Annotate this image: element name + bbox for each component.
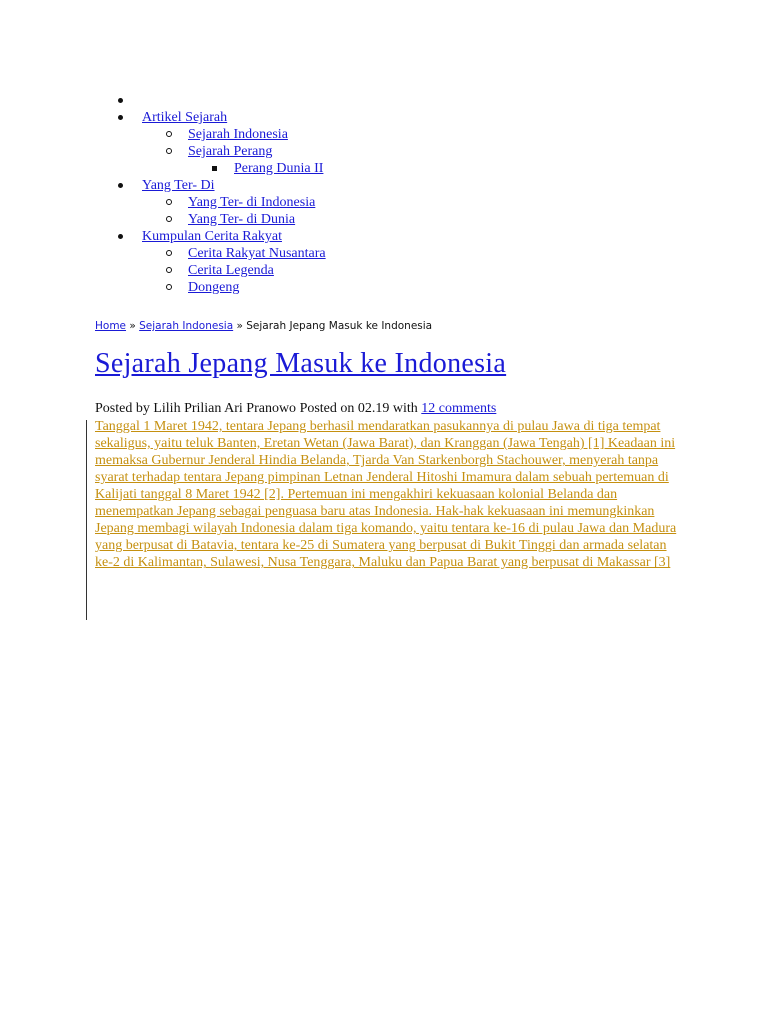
- nav-link-yang-ter-di-dunia[interactable]: Yang Ter- di Dunia: [188, 212, 296, 227]
- posted-by-label: Posted by: [95, 401, 150, 416]
- with-label: with: [392, 401, 418, 416]
- nav-link-sejarah-indonesia[interactable]: Sejarah Indonesia: [188, 127, 288, 142]
- nav-link-yang-ter-di[interactable]: Yang Ter- Di: [142, 178, 215, 193]
- breadcrumb-separator: »: [236, 320, 243, 332]
- nav-subitem: [188, 126, 760, 143]
- page-title: [95, 348, 506, 380]
- breadcrumb-category-link[interactable]: Sejarah Indonesia: [139, 320, 234, 332]
- article-body-link[interactable]: Tanggal 1 Maret 1942, tentara Jepang berhasil mendaratkan pasukannya di pulau Jawa di tiga tempat sekaligus, yaitu teluk Banten, Eretan Wetan (Jawa Barat), dan Kranggan (Jawa Tengah) [1] Keadaan ini memaksa Gubernur Jenderal Hindia Belanda, Tjarda Van Starkenborgh Stachouwer, menyerah tanpa syarat terhadap tentara Jepang pimpinan Letnan Jenderal Hitoshi Imamura dalam sebuah pertemuan di Kalijati tanggal 8 Maret 1942 [2]. Pertemuan ini mengakhiri kekuasaan kolonial Belanda dan menempatkan Jepang sebagai penguasa baru atas Indonesia. Hak-hak kekuasaan ini memungkinkan Jepang membagi wilayah Indonesia dalam tiga komando, yaitu tentara ke-16 di pulau Jawa dan Madura yang berpusat di Batavia, tentara ke-25 di Sumatera yang berpusat di Bukit Tinggi dan armada selatan ke-2 di Kalimantan, Sulawesi, Nusa Tenggara, Maluku dan Papua Barat yang berpusat di Makassar [3]: [95, 419, 677, 571]
- nav-item-empty-label: [142, 93, 146, 108]
- post-title-link[interactable]: Sejarah Jepang Masuk ke Indonesia: [95, 348, 507, 379]
- nav-link-sejarah-perang[interactable]: Sejarah Perang: [188, 144, 273, 159]
- post-author: Lilih Prilian Ari Pranowo: [153, 401, 297, 416]
- nav-link-cerita-rakyat-nusantara[interactable]: Cerita Rakyat Nusantara: [188, 246, 326, 261]
- breadcrumb-home-link[interactable]: Home: [95, 320, 127, 332]
- nav-item-empty: [0, 92, 760, 109]
- nav-sublist-artikel-sejarah: [188, 126, 760, 177]
- nav-subitem: [188, 262, 760, 279]
- nav-sublist-yang-ter-di: [188, 194, 760, 228]
- nav-item-yang-ter-di: [0, 177, 760, 228]
- comments-link[interactable]: 12 comments: [421, 401, 497, 416]
- nav-link-kumpulan-cerita-rakyat[interactable]: Kumpulan Cerita Rakyat: [142, 229, 282, 244]
- nav-item-artikel-sejarah: [0, 109, 760, 177]
- posted-on-label: Posted on: [299, 401, 355, 416]
- nav-subitem: [188, 279, 760, 296]
- nav-link-yang-ter-di-indonesia[interactable]: Yang Ter- di Indonesia: [188, 195, 316, 210]
- nav-subsubitem: [234, 160, 760, 177]
- article-left-border: [86, 420, 87, 620]
- nav-subitem: [188, 245, 760, 262]
- nav-subitem: [188, 194, 760, 211]
- article-body: [95, 418, 687, 571]
- post-time: 02.19: [357, 401, 390, 416]
- breadcrumb-separator: »: [129, 320, 136, 332]
- nav-list: [0, 92, 760, 296]
- nav-link-artikel-sejarah[interactable]: Artikel Sejarah: [142, 110, 228, 125]
- nav-subitem: [188, 211, 760, 228]
- breadcrumb: [95, 320, 432, 332]
- nav-subitem: [188, 143, 760, 177]
- category-nav: [0, 92, 760, 296]
- nav-link-dongeng[interactable]: Dongeng: [188, 280, 240, 295]
- breadcrumb-current: Sejarah Jepang Masuk ke Indonesia: [246, 320, 433, 332]
- post-meta: [95, 401, 496, 417]
- nav-link-cerita-legenda[interactable]: Cerita Legenda: [188, 263, 274, 278]
- nav-item-kumpulan-cerita-rakyat: [0, 228, 760, 296]
- nav-link-perang-dunia-ii[interactable]: Perang Dunia II: [234, 161, 324, 176]
- nav-sublist-sejarah-perang: [234, 160, 760, 177]
- nav-sublist-cerita-rakyat: [188, 245, 760, 296]
